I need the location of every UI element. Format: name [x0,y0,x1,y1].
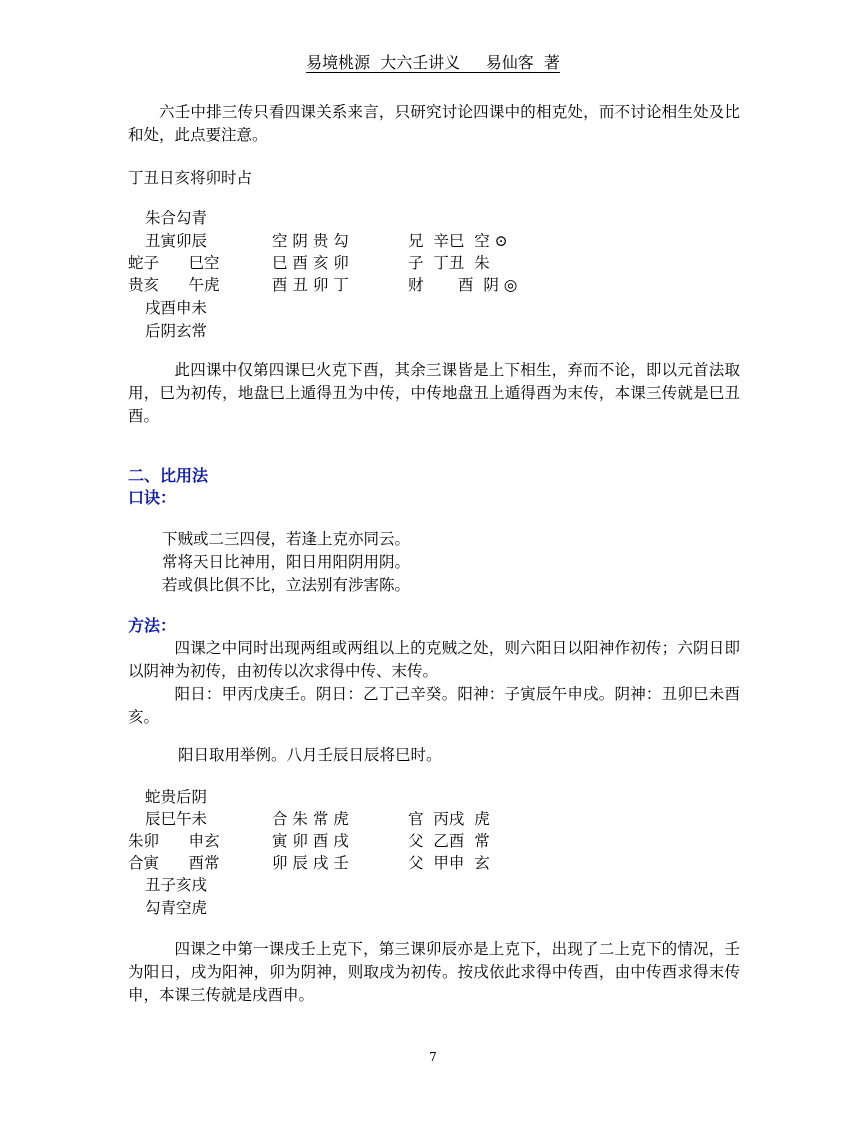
ex2-grid-row6: 勾青空虎 [145,899,208,917]
ex2-grid-row2: 辰巳午未 [145,810,208,828]
example2-intro: 阳日取用举例。八月壬辰日辰将巳时。 [178,746,442,764]
ex2-lesson-row2: 寅 卯 酉 戌 [272,832,349,850]
ex2-grid-row5: 丑子亥戌 [145,876,208,894]
ex2-chuan-row1: 官 丙戌 虎 [408,810,490,828]
ex2-grid-row4: 合寅 酉常 [128,854,220,872]
method-paragraph-1: 四课之中同时出现两组或两组以上的克贼之处，则六阳日以阳神作初传；六阴日即以阴神为初传，由初传以次求得中传、末传。 [128,639,740,680]
ex1-chuan-row3: 财 酉 阴 ◎ [408,276,518,294]
ex2-lesson-row1: 合 朱 常 虎 [272,810,349,828]
ex1-grid-row1: 朱合勾青 [145,209,208,227]
ex1-grid-row5: 戌酉申未 [145,299,208,317]
intro-paragraph: 六壬中排三传只看四课关系来言，只研究讨论四课中的相克处，而不讨论相生处及比和处，此点要注意。 [128,103,740,144]
section2-title: 二、比用法 [128,466,209,485]
verse-line-3: 若或俱比俱不比，立法别有涉害陈。 [162,576,411,594]
page-number: 7 [429,1050,437,1064]
ex1-chuan-row1: 兄 辛巳 空 ⊙ [408,232,508,250]
ex2-grid-row3: 朱卯 申玄 [128,832,220,850]
ex2-lesson-row3: 卯 辰 戌 壬 [272,854,349,872]
verse-line-1: 下贼或二三四侵，若逢上克亦同云。 [162,530,411,548]
ex1-grid-row2: 丑寅卯辰 [145,232,208,250]
ex2-chuan-row3: 父 甲申 玄 [408,854,490,872]
ex2-grid-row1: 蛇贵后阴 [145,788,208,806]
ex2-chuan-row2: 父 乙酉 常 [408,832,490,850]
example1-title: 丁丑日亥将卯时占 [128,169,253,187]
ex1-grid-row6: 后阴玄常 [145,322,208,340]
method-label: 方法： [128,616,177,635]
ex1-chuan-row2: 子 丁丑 朱 [408,254,490,272]
ex1-grid-row4: 贵亥 午虎 [128,276,220,294]
ex1-grid-row3: 蛇子 巳空 [128,254,220,272]
ex1-lesson-row3: 酉 丑 卯 丁 [272,276,349,294]
koujue-label: 口诀： [128,488,177,507]
method-paragraph-2: 阳日：甲丙戊庚壬。阴日：乙丁己辛癸。阳神：子寅辰午申戌。阴神：丑卯巳未酉亥。 [128,685,740,726]
verse-line-2: 常将天日比神用，阳日用阳阴用阴。 [162,553,411,571]
header-title: 易境桃源 大六壬讲义 易仙客 著 [306,53,560,72]
page-header [0,52,866,74]
ex2-explanation: 四课之中第一课戌壬上克下，第三课卯辰亦是上克下，出现了二上克下的情况，壬为阳日，戌为阳神，卯为阴神，则取戌为初传。按戌依此求得中传酉，由中传酉求得末传申，本课三传就是戌酉申。 [128,940,740,1004]
ex1-lesson-row2: 巳 酉 亥 卯 [272,254,349,272]
ex1-lesson-row1: 空 阴 贵 勾 [272,232,349,250]
ex1-explanation: 此四课中仅第四课巳火克下酉，其余三课皆是上下相生，弃而不论，即以元首法取用，巳为初传，地盘巳上遁得丑为中传，中传地盘丑上遁得酉为末传，本课三传就是巳丑酉。 [128,361,740,425]
